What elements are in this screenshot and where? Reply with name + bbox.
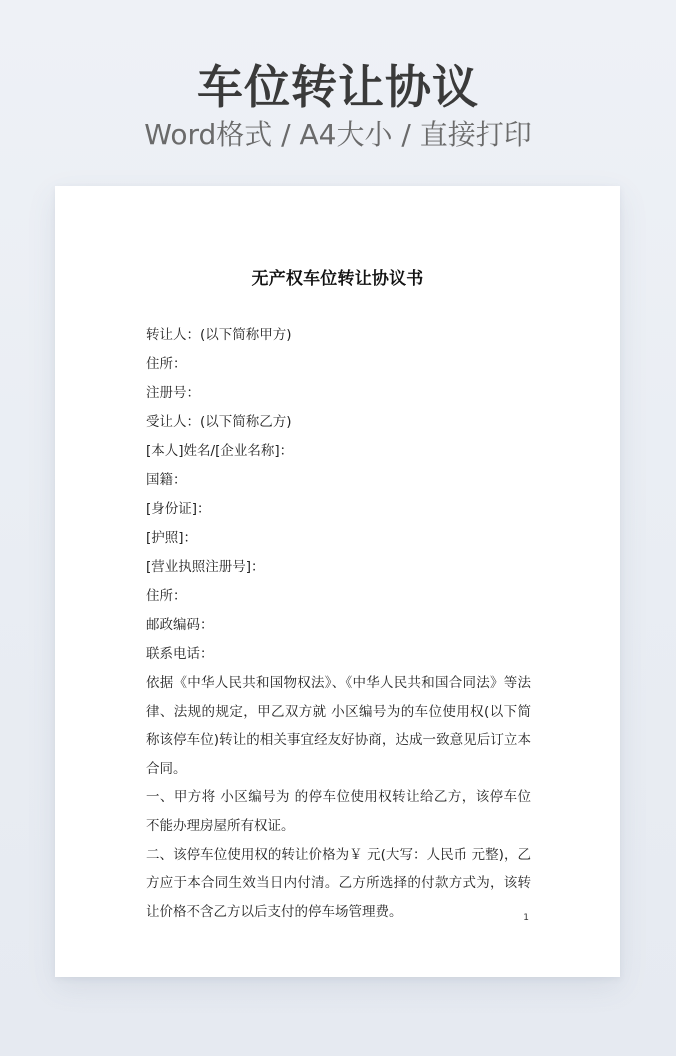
document-page <box>55 186 620 977</box>
passport-line: [护照]： <box>146 530 198 546</box>
transferee-line: 受让人：(以下简称乙方) <box>146 414 292 430</box>
postal-code-line: 邮政编码： <box>146 617 214 633</box>
clause-two-paragraph: 二、该停车位使用权的转让价格为￥ 元(大写：人民币 元整)，乙方应于本合同生效当日内付清。乙方所选择的付款方式为，该转让价格不含乙方以后支付的停车场管理费。 <box>146 846 531 920</box>
agreement-basis-paragraph: 依据《中华人民共和国物权法》、《中华人民共和国合同法》等法律、法规的规定，甲乙双方就 小区编号为的车位使用权(以下简称该停车位)转让的相关事宜经友好协商，达成一致意见后订立本合同。 <box>146 675 531 777</box>
clause-one-paragraph: 一、甲方将 小区编号为 的停车位使用权转让给乙方，该停车位不能办理房屋所有权证。 <box>146 789 531 834</box>
hero-title: 车位转让协议 <box>197 60 479 114</box>
transferee-address-line: 住所： <box>146 588 187 604</box>
document-title: 无产权车位转让协议书 <box>251 269 424 289</box>
hero-subtitle: Word格式 / A4大小 / 直接打印 <box>144 118 532 151</box>
document-body <box>146 321 531 926</box>
phone-line: 联系电话： <box>146 646 214 662</box>
registration-number-line: 注册号： <box>146 385 200 401</box>
business-license-line: [营业执照注册号]： <box>146 559 265 575</box>
id-card-line: [身份证]： <box>146 501 211 517</box>
nationality-line: 国籍： <box>146 472 187 488</box>
transferor-address-line: 住所： <box>146 356 187 372</box>
page-number: 1 <box>523 913 529 923</box>
name-or-company-line: [本人]姓名/[企业名称]： <box>146 443 294 459</box>
hero-banner <box>0 0 676 186</box>
transferor-line: 转让人：(以下简称甲方) <box>146 327 292 343</box>
